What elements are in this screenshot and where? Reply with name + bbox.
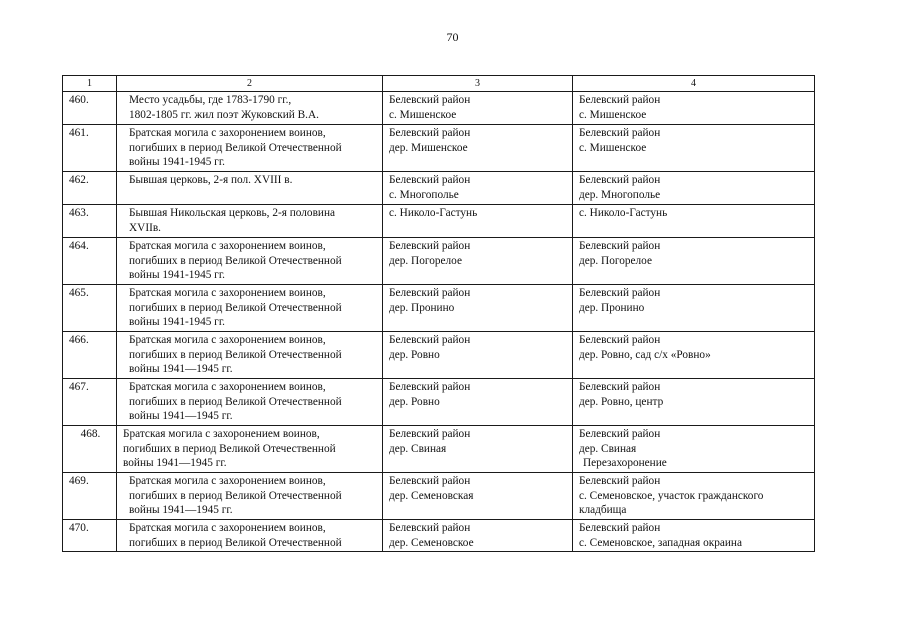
object-name [117, 125, 383, 172]
text-line: Белевский район [389, 381, 471, 393]
text-line: дер. Свиная [389, 442, 447, 455]
district-cell [383, 125, 573, 172]
object-name [117, 520, 383, 552]
table-row [63, 172, 815, 205]
object-name [117, 379, 383, 426]
location-cell [573, 285, 815, 332]
text-line: с. Семеновское, западная окраина [579, 536, 742, 549]
text-line: Белевский район [579, 174, 661, 186]
text-line: войны 1941—1945 гг. [129, 363, 233, 375]
text-line: Белевский район [389, 428, 471, 440]
text-line: с. Семеновское, участок гражданского [579, 489, 764, 502]
text-line: с. Николо-Гастунь [579, 207, 668, 219]
text-line: Братская могила с захоронением воинов, [129, 381, 326, 393]
text-line: дер. Погорелое [389, 254, 462, 267]
text-line: Белевский район [389, 475, 471, 487]
text-line: с. Мишенское [389, 108, 457, 121]
text-line: войны 1941-1945 гг. [129, 269, 226, 281]
text-line: погибших в период Великой Отечественной [129, 536, 342, 549]
monuments-table [62, 75, 815, 552]
text-line: Белевский район [579, 240, 661, 252]
text-line: войны 1941-1945 гг. [129, 316, 226, 328]
text-line: Белевский район [579, 522, 661, 534]
text-line: с. Мишенское [579, 108, 647, 121]
text-line: погибших в период Великой Отечественной [129, 395, 342, 408]
table-row [63, 238, 815, 285]
text-line: Белевский район [389, 174, 471, 186]
location-cell [573, 172, 815, 205]
text-line: Белевский район [579, 94, 661, 106]
table-row [63, 473, 815, 520]
column-header-location: 4 [573, 76, 815, 92]
text-line: дер. Семеновское [389, 536, 474, 549]
object-name [117, 172, 383, 205]
text-line: войны 1941—1945 гг. [129, 410, 233, 422]
row-number: 469. [63, 473, 117, 520]
text-line: дер. Семеновская [389, 489, 474, 502]
object-name [117, 426, 383, 473]
text-line: Место усадьбы, где 1783-1790 гг., [129, 94, 292, 106]
location-cell [573, 426, 815, 473]
location-cell [573, 125, 815, 172]
text-line: погибших в период Великой Отечественной [129, 141, 342, 154]
text-line: Белевский район [579, 127, 661, 139]
text-line: дер. Мишенское [389, 141, 468, 154]
row-number: 470. [63, 520, 117, 552]
district-cell [383, 285, 573, 332]
text-line: Братская могила с захоронением воинов, [129, 127, 326, 139]
table-row [63, 205, 815, 238]
row-number: 465. [63, 285, 117, 332]
text-line: Братская могила с захоронением воинов, [129, 522, 326, 534]
row-number: 467. [63, 379, 117, 426]
district-cell [383, 520, 573, 552]
row-number: 463. [63, 205, 117, 238]
district-cell [383, 379, 573, 426]
row-number: 466. [63, 332, 117, 379]
text-line: войны 1941—1945 гг. [123, 457, 227, 469]
text-line: Бывшая Никольская церковь, 2-я половина [129, 207, 336, 219]
location-cell [573, 238, 815, 285]
text-line: погибших в период Великой Отечественной [129, 489, 342, 502]
text-line: дер. Ровно, сад с/х «Ровно» [579, 348, 711, 361]
text-line: дер. Многополье [579, 188, 661, 201]
table-row [63, 426, 815, 473]
object-name [117, 332, 383, 379]
row-number: 468. [63, 426, 117, 473]
location-cell [573, 520, 815, 552]
location-cell [573, 92, 815, 125]
object-name [117, 205, 383, 238]
text-line: Братская могила с захоронением воинов, [123, 428, 320, 440]
table-row [63, 285, 815, 332]
text-line: Белевский район [579, 334, 661, 346]
text-line: дер. Пронино [579, 301, 645, 314]
table-row [63, 520, 815, 552]
text-line: погибших в период Великой Отечественной [123, 442, 336, 455]
table-header-row [63, 76, 815, 92]
text-line: Братская могила с захоронением воинов, [129, 334, 326, 346]
text-line: Братская могила с захоронением воинов, [129, 240, 326, 252]
table-row [63, 125, 815, 172]
row-number: 461. [63, 125, 117, 172]
text-line: погибших в период Великой Отечественной [129, 301, 342, 314]
location-cell [573, 205, 815, 238]
text-line: Белевский район [579, 381, 661, 393]
page-number: 70 [446, 30, 459, 44]
row-number: 460. [63, 92, 117, 125]
text-line: дер. Ровно [389, 348, 440, 361]
district-cell [383, 332, 573, 379]
table-row [63, 332, 815, 379]
district-cell [383, 473, 573, 520]
text-line: дер. Свиная [579, 442, 637, 455]
object-name [117, 285, 383, 332]
text-line: XVIIв. [129, 221, 161, 234]
text-line: дер. Ровно, центр [579, 395, 664, 408]
text-line: Белевский район [579, 475, 661, 487]
text-line: погибших в период Великой Отечественной [129, 348, 342, 361]
text-line: погибших в период Великой Отечественной [129, 254, 342, 267]
text-line: войны 1941-1945 гг. [129, 156, 226, 168]
column-header-district: 3 [383, 76, 573, 92]
text-line: Белевский район [579, 428, 661, 440]
column-header-number: 1 [63, 76, 117, 92]
location-cell [573, 379, 815, 426]
text-line: с. Мишенское [579, 141, 647, 154]
text-line: Белевский район [579, 287, 661, 299]
table-row [63, 92, 815, 125]
text-line: Белевский район [389, 127, 471, 139]
text-line: с. Николо-Гастунь [389, 207, 478, 219]
text-line: войны 1941—1945 гг. [129, 504, 233, 516]
text-line: Бывшая церковь, 2-я пол. XVIII в. [129, 174, 293, 186]
text-line: с. Многополье [389, 188, 459, 201]
column-header-name: 2 [117, 76, 383, 92]
text-line: Перезахоронение [583, 457, 667, 469]
location-cell [573, 473, 815, 520]
district-cell [383, 172, 573, 205]
text-line: Братская могила с захоронением воинов, [129, 475, 326, 487]
text-line: дер. Пронино [389, 301, 455, 314]
text-line: кладбища [579, 504, 627, 516]
object-name [117, 473, 383, 520]
district-cell [383, 92, 573, 125]
location-cell [573, 332, 815, 379]
text-line: Белевский район [389, 334, 471, 346]
table-row [63, 379, 815, 426]
text-line: дер. Погорелое [579, 254, 652, 267]
text-line: Белевский район [389, 240, 471, 252]
text-line: Братская могила с захоронением воинов, [129, 287, 326, 299]
district-cell [383, 238, 573, 285]
district-cell [383, 426, 573, 473]
district-cell [383, 205, 573, 238]
text-line: Белевский район [389, 522, 471, 534]
text-line: Белевский район [389, 287, 471, 299]
row-number: 464. [63, 238, 117, 285]
object-name [117, 92, 383, 125]
text-line: 1802-1805 гг. жил поэт Жуковский В.А. [129, 108, 319, 121]
text-line: Белевский район [389, 94, 471, 106]
row-number: 462. [63, 172, 117, 205]
object-name [117, 238, 383, 285]
text-line: дер. Ровно [389, 395, 440, 408]
